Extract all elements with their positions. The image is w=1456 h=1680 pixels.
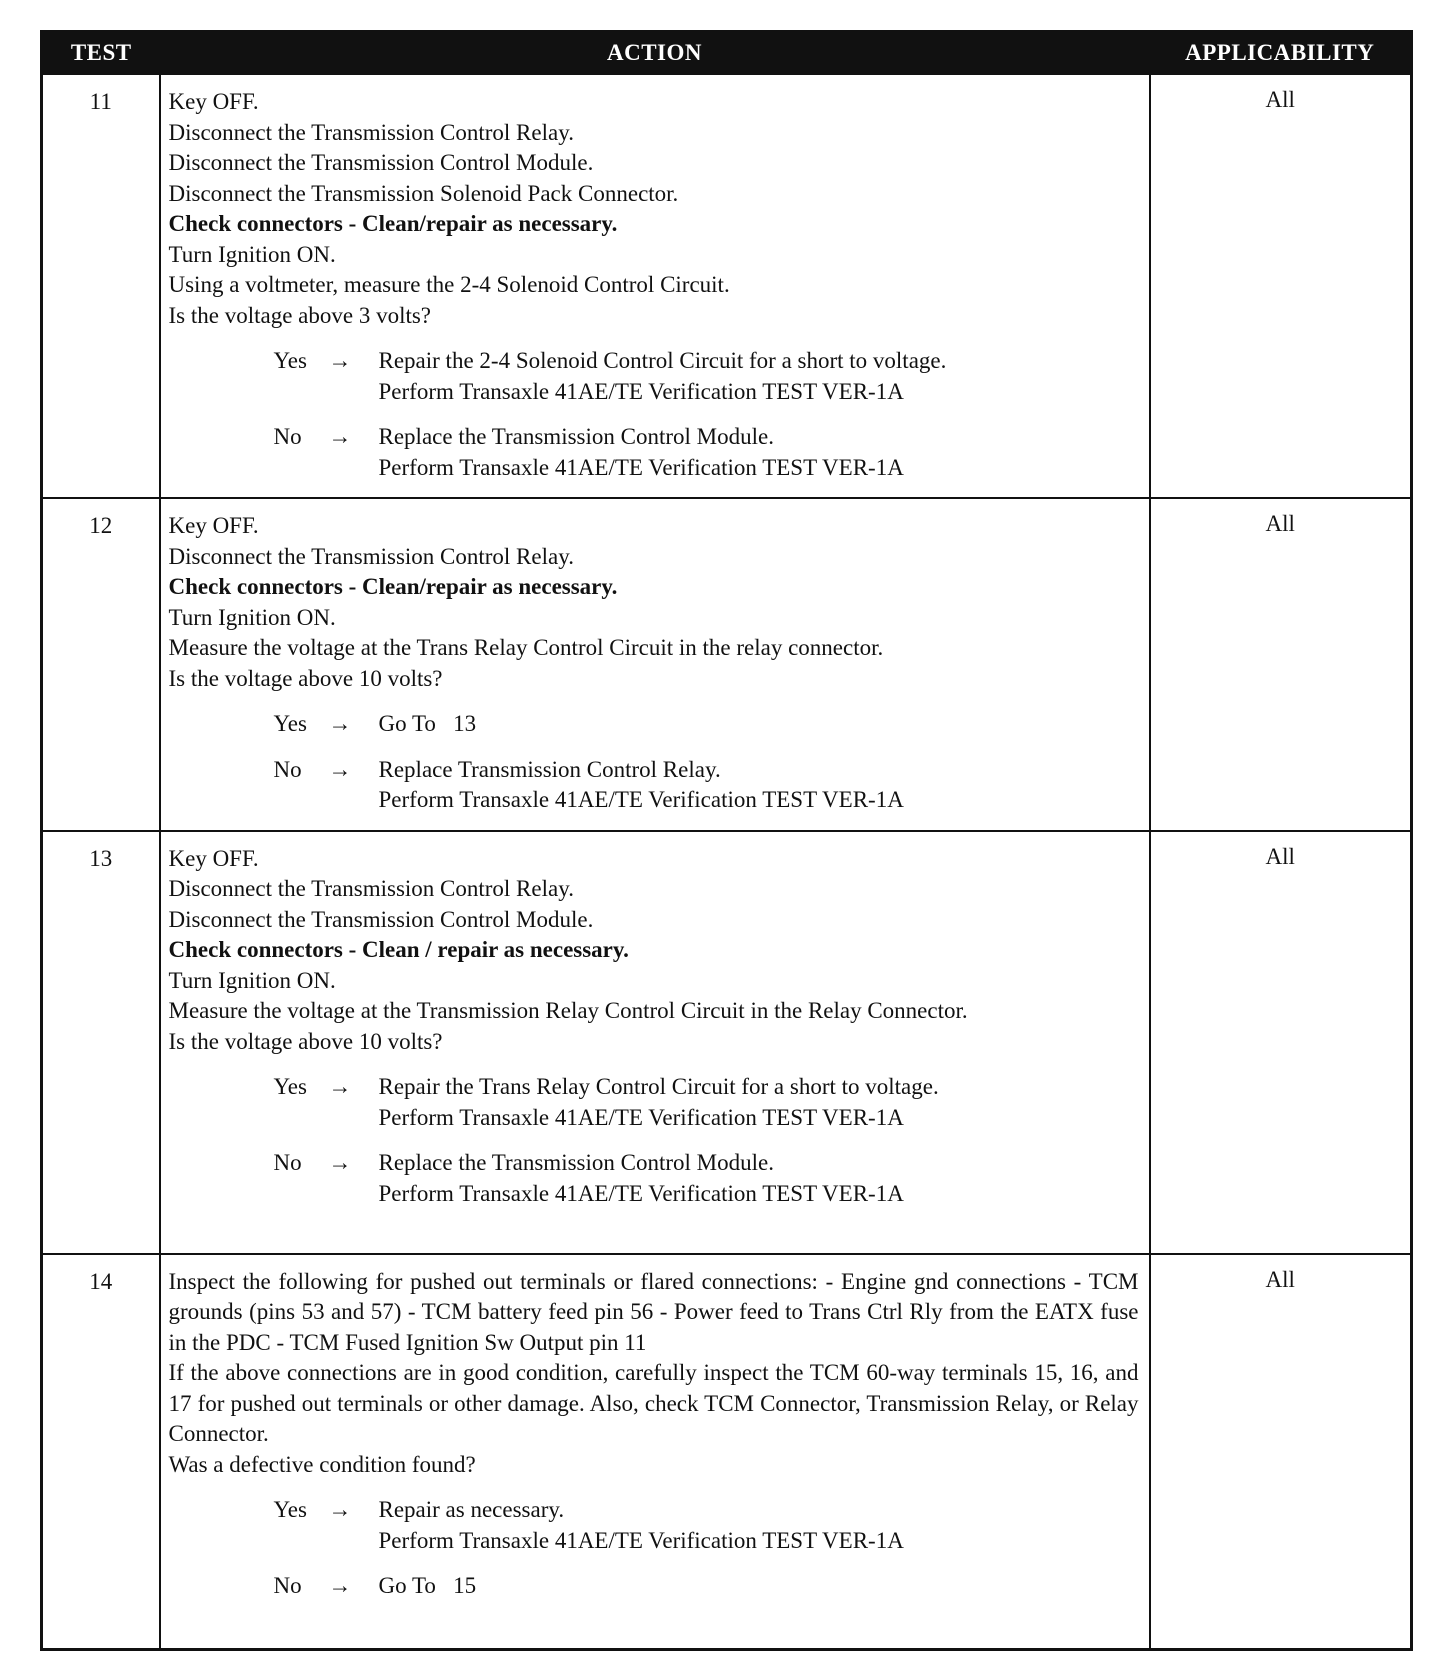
- outcome-yes: [274, 709, 1139, 740]
- action-step: Disconnect the Transmission Control Relay.: [168, 876, 574, 901]
- action-step: Disconnect the Transmission Solenoid Pack Connector.: [168, 180, 679, 206]
- outcome-line: Perform Transaxle 41AE/TE Verification TEST VER-1A: [378, 1180, 904, 1206]
- applicability: All: [1150, 831, 1412, 1254]
- applicability: All: [1150, 74, 1412, 498]
- outcome-result: [379, 346, 1139, 407]
- diagnostic-test-table: [40, 30, 1413, 1651]
- action-question: Is the voltage above 3 volts?: [168, 302, 432, 328]
- outcome-line: Repair the 2-4 Solenoid Control Circuit for a short to voltage.: [378, 348, 947, 373]
- arrow-right-icon: →: [328, 1150, 352, 1175]
- outcome-line: Replace the Transmission Control Module.: [378, 424, 774, 449]
- header-action: ACTION: [160, 32, 1150, 75]
- outcome-result: [379, 755, 1139, 816]
- action-step: Inspect the following for pushed out terminals or flared connections: - Engine gnd connections - TCM grounds (pins 53 and 57) - TCM battery feed pin 56 - Power feed to Trans Ctrl Rly from the EATX fuse in the PDC - TCM Fused Ignition Sw Output pin 11: [168, 1268, 1139, 1355]
- action-step-emphasis: Check connectors - Clean/repair as necessary.: [168, 574, 618, 599]
- outcome-yes: [274, 346, 1139, 407]
- arrow-right-icon: →: [328, 711, 352, 736]
- table-row: [42, 831, 1412, 1254]
- table-row: [42, 498, 1412, 831]
- outcome-line: Perform Transaxle 41AE/TE Verification TEST VER-1A: [378, 378, 904, 404]
- arrow-right-icon: →: [328, 1573, 352, 1598]
- outcome-result: [379, 1495, 1139, 1556]
- answer-label: Yes: [273, 348, 307, 373]
- answer-label: No: [273, 1150, 302, 1175]
- outcome-result: [379, 1148, 1139, 1209]
- action-step: Key OFF.: [168, 845, 259, 871]
- outcome-no: [274, 422, 1139, 483]
- table-header-row: [42, 32, 1412, 75]
- action-step: Key OFF.: [168, 89, 259, 114]
- outcome-no: [274, 1571, 1139, 1602]
- action-step: If the above connections are in good condition, carefully inspect the TCM 60-way terminals 15, 16, and 17 for pushed out terminals or other damage. Also, check TCM Connector, Transmission Relay, or Relay Connector.: [168, 1360, 1139, 1446]
- action-step: Disconnect the Transmission Control Relay.: [168, 119, 574, 145]
- outcome-line: Repair the Trans Relay Control Circuit for a short to voltage.: [378, 1074, 939, 1099]
- outcome-line: Repair as necessary.: [378, 1497, 565, 1522]
- action-step: Measure the voltage at the Trans Relay Control Circuit in the relay connector.: [168, 635, 884, 660]
- action-step: Turn Ignition ON.: [168, 967, 336, 993]
- action-cell: [160, 1254, 1150, 1650]
- outcome-line: Replace Transmission Control Relay.: [378, 756, 721, 782]
- outcome-line: Perform Transaxle 41AE/TE Verification TEST VER-1A: [378, 1527, 904, 1553]
- outcome-line: Replace the Transmission Control Module.: [378, 1150, 774, 1175]
- outcome-yes: [274, 1072, 1139, 1133]
- action-step: Using a voltmeter, measure the 2-4 Solenoid Control Circuit.: [168, 272, 730, 297]
- outcome-result: [379, 422, 1139, 483]
- action-step: Disconnect the Transmission Control Relay.: [168, 543, 574, 569]
- action-question: Is the voltage above 10 volts?: [168, 1028, 443, 1054]
- answer-label: No: [273, 1573, 302, 1598]
- header-test: TEST: [42, 32, 160, 75]
- answer-label: Yes: [273, 1497, 307, 1522]
- outcome-no: [274, 755, 1139, 816]
- test-number: 12: [42, 498, 160, 831]
- test-number: 11: [42, 74, 160, 498]
- outcome-line: Go To 13: [378, 711, 477, 736]
- action-step: Key OFF.: [168, 513, 259, 538]
- table-row: [42, 74, 1412, 498]
- arrow-right-icon: →: [328, 756, 352, 782]
- action-step: Measure the voltage at the Transmission Relay Control Circuit in the Relay Connector.: [168, 998, 968, 1023]
- action-step-emphasis: Check connectors - Clean / repair as necessary.: [168, 937, 629, 962]
- outcome-line: Perform Transaxle 41AE/TE Verification TEST VER-1A: [378, 1104, 904, 1130]
- action-cell: [160, 498, 1150, 831]
- outcome-line: Perform Transaxle 41AE/TE Verification TEST VER-1A: [378, 787, 904, 812]
- action-step: Disconnect the Transmission Control Module.: [168, 906, 594, 932]
- applicability: All: [1150, 1254, 1412, 1650]
- header-applicability: APPLICABILITY: [1150, 32, 1412, 75]
- action-question: Was a defective condition found?: [168, 1451, 476, 1477]
- outcome-line: Perform Transaxle 41AE/TE Verification TEST VER-1A: [378, 454, 904, 480]
- outcome-yes: [274, 1495, 1139, 1556]
- action-step: Turn Ignition ON.: [168, 604, 336, 630]
- table-row: [42, 1254, 1412, 1650]
- applicability: All: [1150, 498, 1412, 831]
- answer-label: Yes: [273, 1074, 307, 1099]
- test-number: 13: [42, 831, 160, 1254]
- outcome-line: Go To 15: [378, 1573, 477, 1598]
- action-step-emphasis: Check connectors - Clean/repair as necessary.: [168, 211, 618, 236]
- action-question: Is the voltage above 10 volts?: [168, 665, 443, 691]
- outcome-no: [274, 1148, 1139, 1209]
- arrow-right-icon: →: [328, 348, 352, 373]
- diagnostic-table-page: [40, 30, 1410, 1651]
- action-cell: [160, 831, 1150, 1254]
- arrow-right-icon: →: [328, 1074, 352, 1099]
- arrow-right-icon: →: [328, 424, 352, 449]
- arrow-right-icon: →: [328, 1497, 352, 1522]
- answer-label: No: [273, 756, 302, 782]
- action-cell: [160, 74, 1150, 498]
- outcome-result: [379, 709, 1139, 740]
- answer-label: No: [273, 424, 302, 449]
- action-step: Disconnect the Transmission Control Module.: [168, 150, 594, 175]
- answer-label: Yes: [273, 711, 307, 736]
- outcome-result: [379, 1571, 1139, 1602]
- outcome-result: [379, 1072, 1139, 1133]
- test-number: 14: [42, 1254, 160, 1650]
- action-step: Turn Ignition ON.: [168, 241, 336, 267]
